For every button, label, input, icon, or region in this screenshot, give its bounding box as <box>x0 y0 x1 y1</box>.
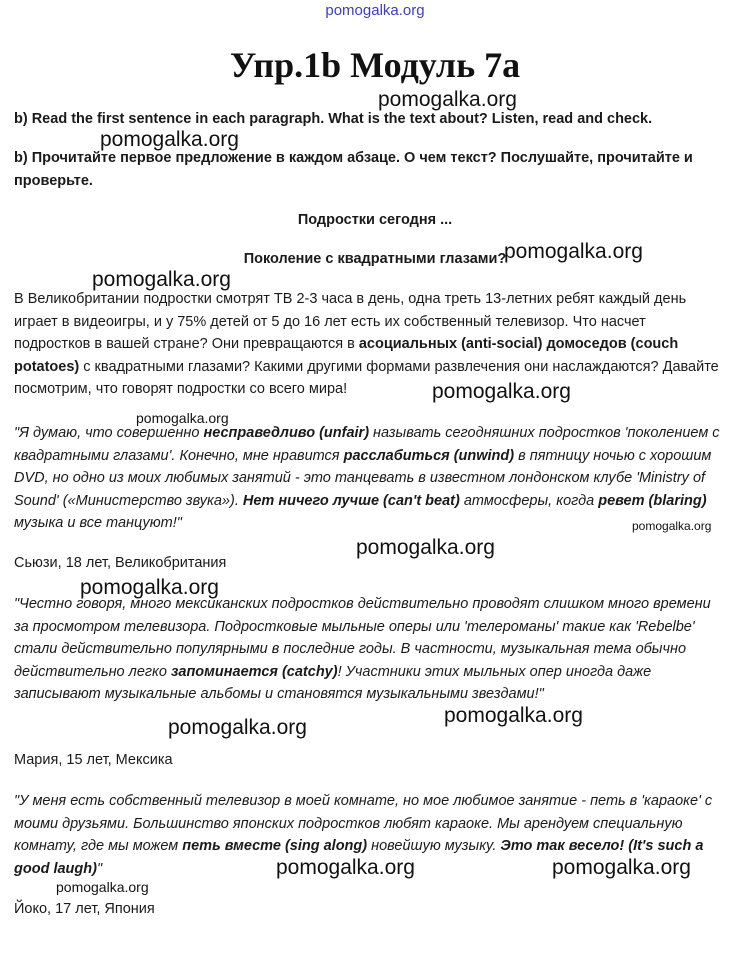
quote2-text-1: "Честно говоря, много мексиканских подростков действительно проводят слишком много времени за просмотром телевизора. Подростковые мыльные оперы или 'телероманы' такие как 'Rebelbe' стали действительно популярными в последние годы. В частности, музыкальная тема обычно действительно легко <box>14 596 711 680</box>
watermark-overlay: pomogalka.org <box>92 268 231 291</box>
quote2-keyword-1: запоминается (catchy) <box>170 663 338 680</box>
watermark-overlay: pomogalka.org <box>444 704 583 727</box>
watermark-overlay: pomogalka.org <box>432 380 571 403</box>
watermark-overlay: pomogalka.org <box>632 519 712 533</box>
intro-paragraph <box>14 288 720 401</box>
watermark-overlay: pomogalka.org <box>356 536 495 559</box>
quote1-keyword-4: ревет (blaring) <box>598 492 707 509</box>
quote3-text-3: " <box>96 860 103 877</box>
watermark-overlay: pomogalka.org <box>136 410 229 426</box>
signature-maria: Мария, 15 лет, Мексика <box>14 752 173 768</box>
top-watermark[interactable]: pomogalka.org <box>325 2 425 19</box>
page-title: Упр.1b Модуль 7а <box>229 45 521 85</box>
intro-text-1: В Великобритании подростки смотрят ТВ 2-3 часа в день, одна треть 13-летних ребят каждый день играет в видеоигры, и у 75% детей от 5 до 16 лет есть их собственный телевизор. Что насчет подростков в вашей стране? Они превращаются в <box>14 291 687 352</box>
quote3-text-2: новейшую музыку. <box>367 838 501 854</box>
watermark-overlay: pomogalka.org <box>378 88 517 111</box>
watermark-overlay: pomogalka.org <box>504 240 643 263</box>
watermark-overlay: pomogalka.org <box>168 716 307 739</box>
quote3-keyword-2: Это так весело! (It's such a good laugh) <box>14 838 704 877</box>
signature-susie: Сьюзи, 18 лет, Великобритания <box>14 555 227 571</box>
quote1-keyword-1: несправедливо (unfair) <box>203 425 370 441</box>
quote1-keyword-3: Нет ничего лучше (can't beat) <box>242 492 460 509</box>
quote-susie <box>14 422 720 535</box>
instruction-russian: b) Прочитайте первое предложение в каждом абзаце. О чем текст? Послушайте, прочитайте и проверьте. <box>14 150 693 189</box>
quote2-text-2: ! Участники этих мыльных опер иногда даже записывают музыкальные альбомы и становятся музыкальными звездами!" <box>14 663 652 702</box>
quote1-keyword-2: расслабиться (unwind) <box>343 447 515 464</box>
watermark-overlay: pomogalka.org <box>56 879 149 895</box>
quote1-text-5: музыка и все танцуют!" <box>14 515 182 531</box>
quote3-keyword-1: петь вместе (sing along) <box>182 838 368 854</box>
intro-keyword-1: асоциальных (anti-social) домоседов (couch potatoes) <box>14 336 679 375</box>
instruction-english: b) Read the first sentence in each paragraph. What is the text about? Listen, read and check. <box>14 111 653 127</box>
intro-text-2: с квадратными глазами? Какими другими формами развлечения они наслаждаются? Давайте посмотрим, что говорят подростки со всего мира! <box>14 358 719 397</box>
quote1-text-3: в пятницу ночью с хорошим DVD, но одно из моих любимых занятий - это танцевать в известном лондонском клубе 'Ministry of Sound' («Министерство звука»). <box>14 447 712 509</box>
watermark-overlay: pomogalka.org <box>276 856 415 879</box>
text-subheading: Поколение с квадратными глазами? <box>243 251 507 267</box>
text-heading: Подростки сегодня ... <box>297 212 453 228</box>
quote1-text-2: называть сегодняшних подростков 'поколением с квадратными глазами'. Конечно, мне нравится <box>14 425 720 464</box>
quote1-text-4: атмосферы, когда <box>459 492 599 509</box>
watermark-overlay: pomogalka.org <box>100 128 239 151</box>
quote-maria <box>14 593 720 706</box>
signature-yoko: Йоко, 17 лет, Япония <box>14 901 155 917</box>
quote1-text-1: "Я думаю, что совершенно <box>14 425 204 441</box>
quote3-text-1: "У меня есть собственный телевизор в моей комнате, но мое любимое занятие - петь в 'караоке' с моими друзьями. Большинство японских подростков любят караоке. Мы арендуем специальную комнату, где мы можем <box>14 793 713 854</box>
watermark-overlay: pomogalka.org <box>80 576 219 599</box>
watermark-overlay: pomogalka.org <box>552 856 691 879</box>
